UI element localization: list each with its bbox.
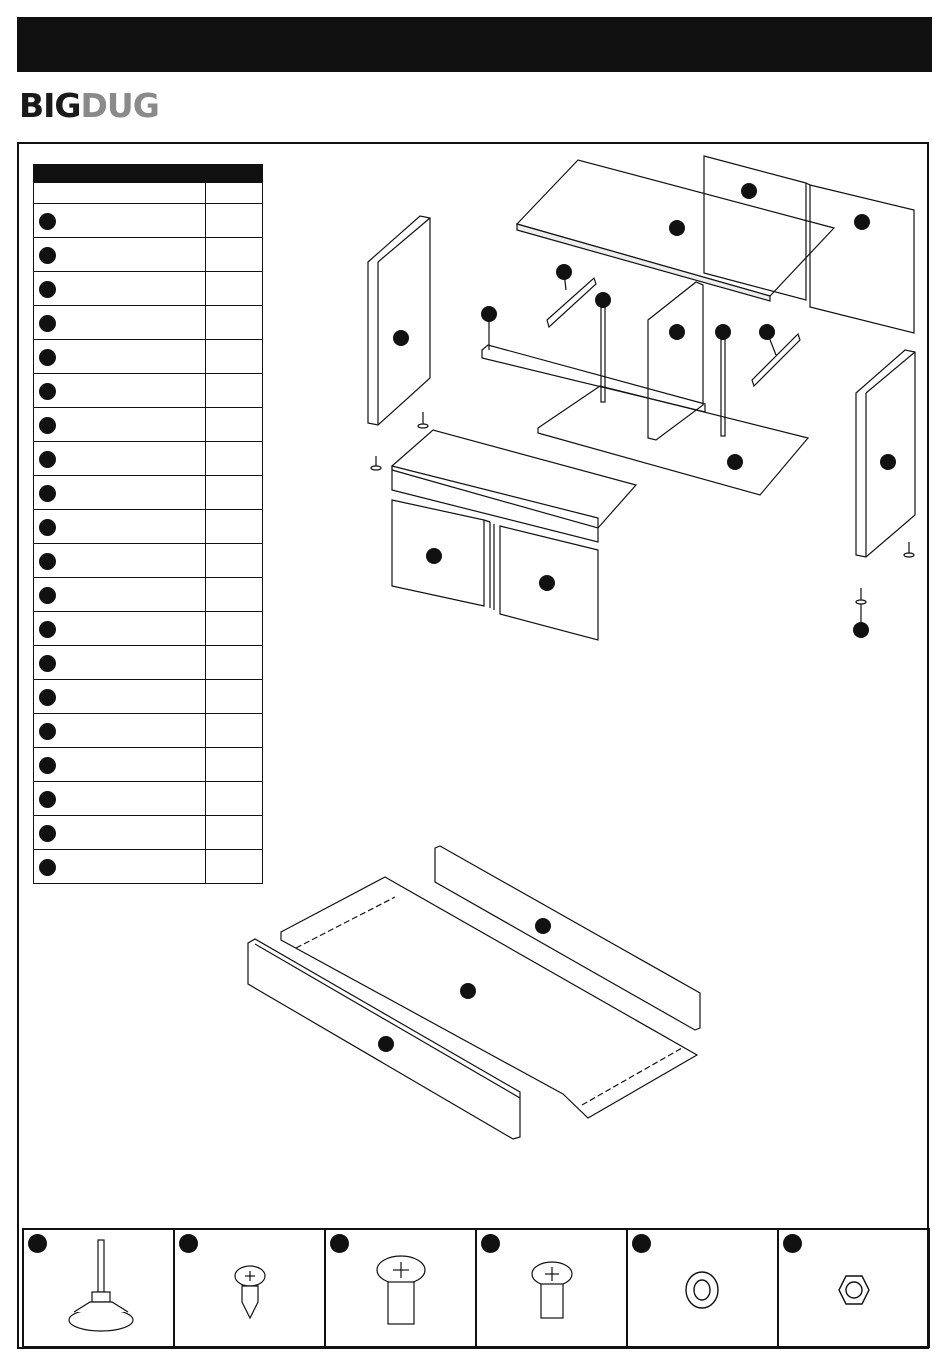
hardware-cell: [477, 1230, 628, 1346]
machine-screw-small-icon: [477, 1230, 627, 1346]
bracket-left: [547, 278, 596, 327]
drawer-front: [392, 466, 598, 542]
right-side-panel: [856, 350, 915, 557]
drawer-back-panel: [435, 846, 700, 1030]
bottom-shelf: [538, 386, 808, 495]
back-panel-left: [704, 156, 806, 300]
middle-divider: [648, 282, 703, 440]
spring-washer-icon: [628, 1230, 778, 1346]
hardware-cell: [175, 1230, 326, 1346]
self-tapping-screw-icon: [175, 1230, 325, 1346]
hardware-cell: [628, 1230, 779, 1346]
hardware-strip: [22, 1228, 930, 1348]
machine-screw-large-icon: [326, 1230, 476, 1346]
rod-right: [721, 338, 725, 436]
back-panel-right: [810, 185, 914, 333]
drawer-box: [392, 430, 636, 528]
left-side-panel: [368, 216, 430, 425]
brand-logo: BIGDUG: [19, 86, 159, 125]
hardware-cell: [24, 1230, 175, 1346]
hardware-cell: [779, 1230, 928, 1346]
hex-nut-icon: [779, 1230, 929, 1346]
leveling-foot-icon: [24, 1230, 174, 1346]
front-rail: [482, 345, 705, 412]
hardware-cell: [326, 1230, 477, 1346]
bracket-right: [752, 334, 800, 386]
